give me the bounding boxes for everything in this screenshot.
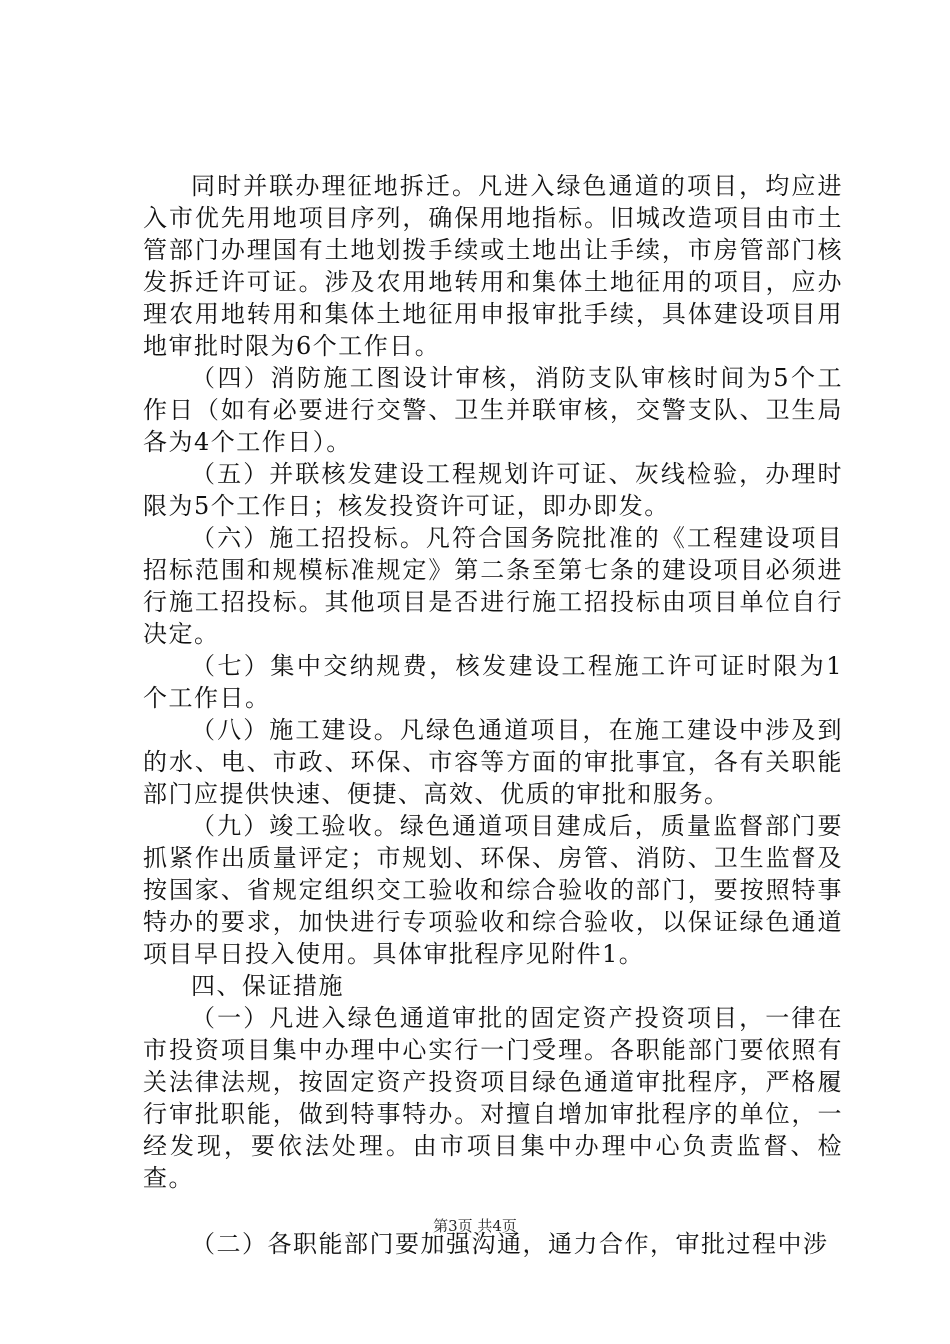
paragraph-item-4-fire-review: （四）消防施工图设计审核，消防支队审核时间为5个工作日（如有必要进行交警、卫生并联审核，交警支队、卫生局各为4个工作日）。 xyxy=(143,364,843,456)
paragraph-item-5-planning-permit: （五）并联核发建设工程规划许可证、灰线检验，办理时限为5个工作日；核发投资许可证，即办即发。 xyxy=(143,460,843,520)
paragraph-item-8-construction: （八）施工建设。凡绿色通道项目，在施工建设中涉及到的水、电、市政、环保、市容等方面的审批事宜，各有关职能部门应提供快速、便捷、高效、优质的审批和服务。 xyxy=(143,716,843,808)
paragraph-land-acquisition: 同时并联办理征地拆迁。凡进入绿色通道的项目，均应进入市优先用地项目序列，确保用地指标。旧城改造项目由市土管部门办理国有土地划拨手续或土地出让手续，市房管部门核发拆迁许可证。涉及农用地转用和集体土地征用的项目，应办理农用地转用和集体土地征用申报审批手续，具体建设项目用地审批时限为6个工作日。 xyxy=(143,172,843,360)
page-footer xyxy=(0,1216,950,1236)
document-body xyxy=(143,170,843,1260)
paragraph-item-9-acceptance: （九）竣工验收。绿色通道项目建成后，质量监督部门要抓紧作出质量评定；市规划、环保、房管、消防、卫生监督及按国家、省规定组织交工验收和综合验收的部门，要按照特事特办的要求，加快进行专项验收和综合验收，以保证绿色通道项目早日投入使用。具体审批程序见附件1。 xyxy=(143,812,843,968)
paragraph-item-6-bidding: （六）施工招投标。凡符合国务院批准的《工程建设项目招标范围和规模标准规定》第二条至第七条的建设项目必须进行施工招投标。其他项目是否进行施工招投标由项目单位自行决定。 xyxy=(143,524,843,648)
paragraph-measure-2: （二）各职能部门要加强沟通，通力合作，审批过程中涉 xyxy=(191,1230,829,1258)
paragraph-item-7-fees: （七）集中交纳规费，核发建设工程施工许可证时限为1个工作日。 xyxy=(143,652,843,712)
page-number-label: 第3页 共4页 xyxy=(433,1217,517,1235)
paragraph-measure-1: （一）凡进入绿色通道审批的固定资产投资项目，一律在市投资项目集中办理中心实行一门受理。各职能部门要依照有关法律法规，按固定资产投资项目绿色通道审批程序，严格履行审批职能，做到特事特办。对擅自增加审批程序的单位，一经发现，要依法处理。由市项目集中办理中心负责监督、检查。 xyxy=(143,1004,843,1192)
section-heading-guarantee-measures: 四、保证措施 xyxy=(191,972,344,1000)
